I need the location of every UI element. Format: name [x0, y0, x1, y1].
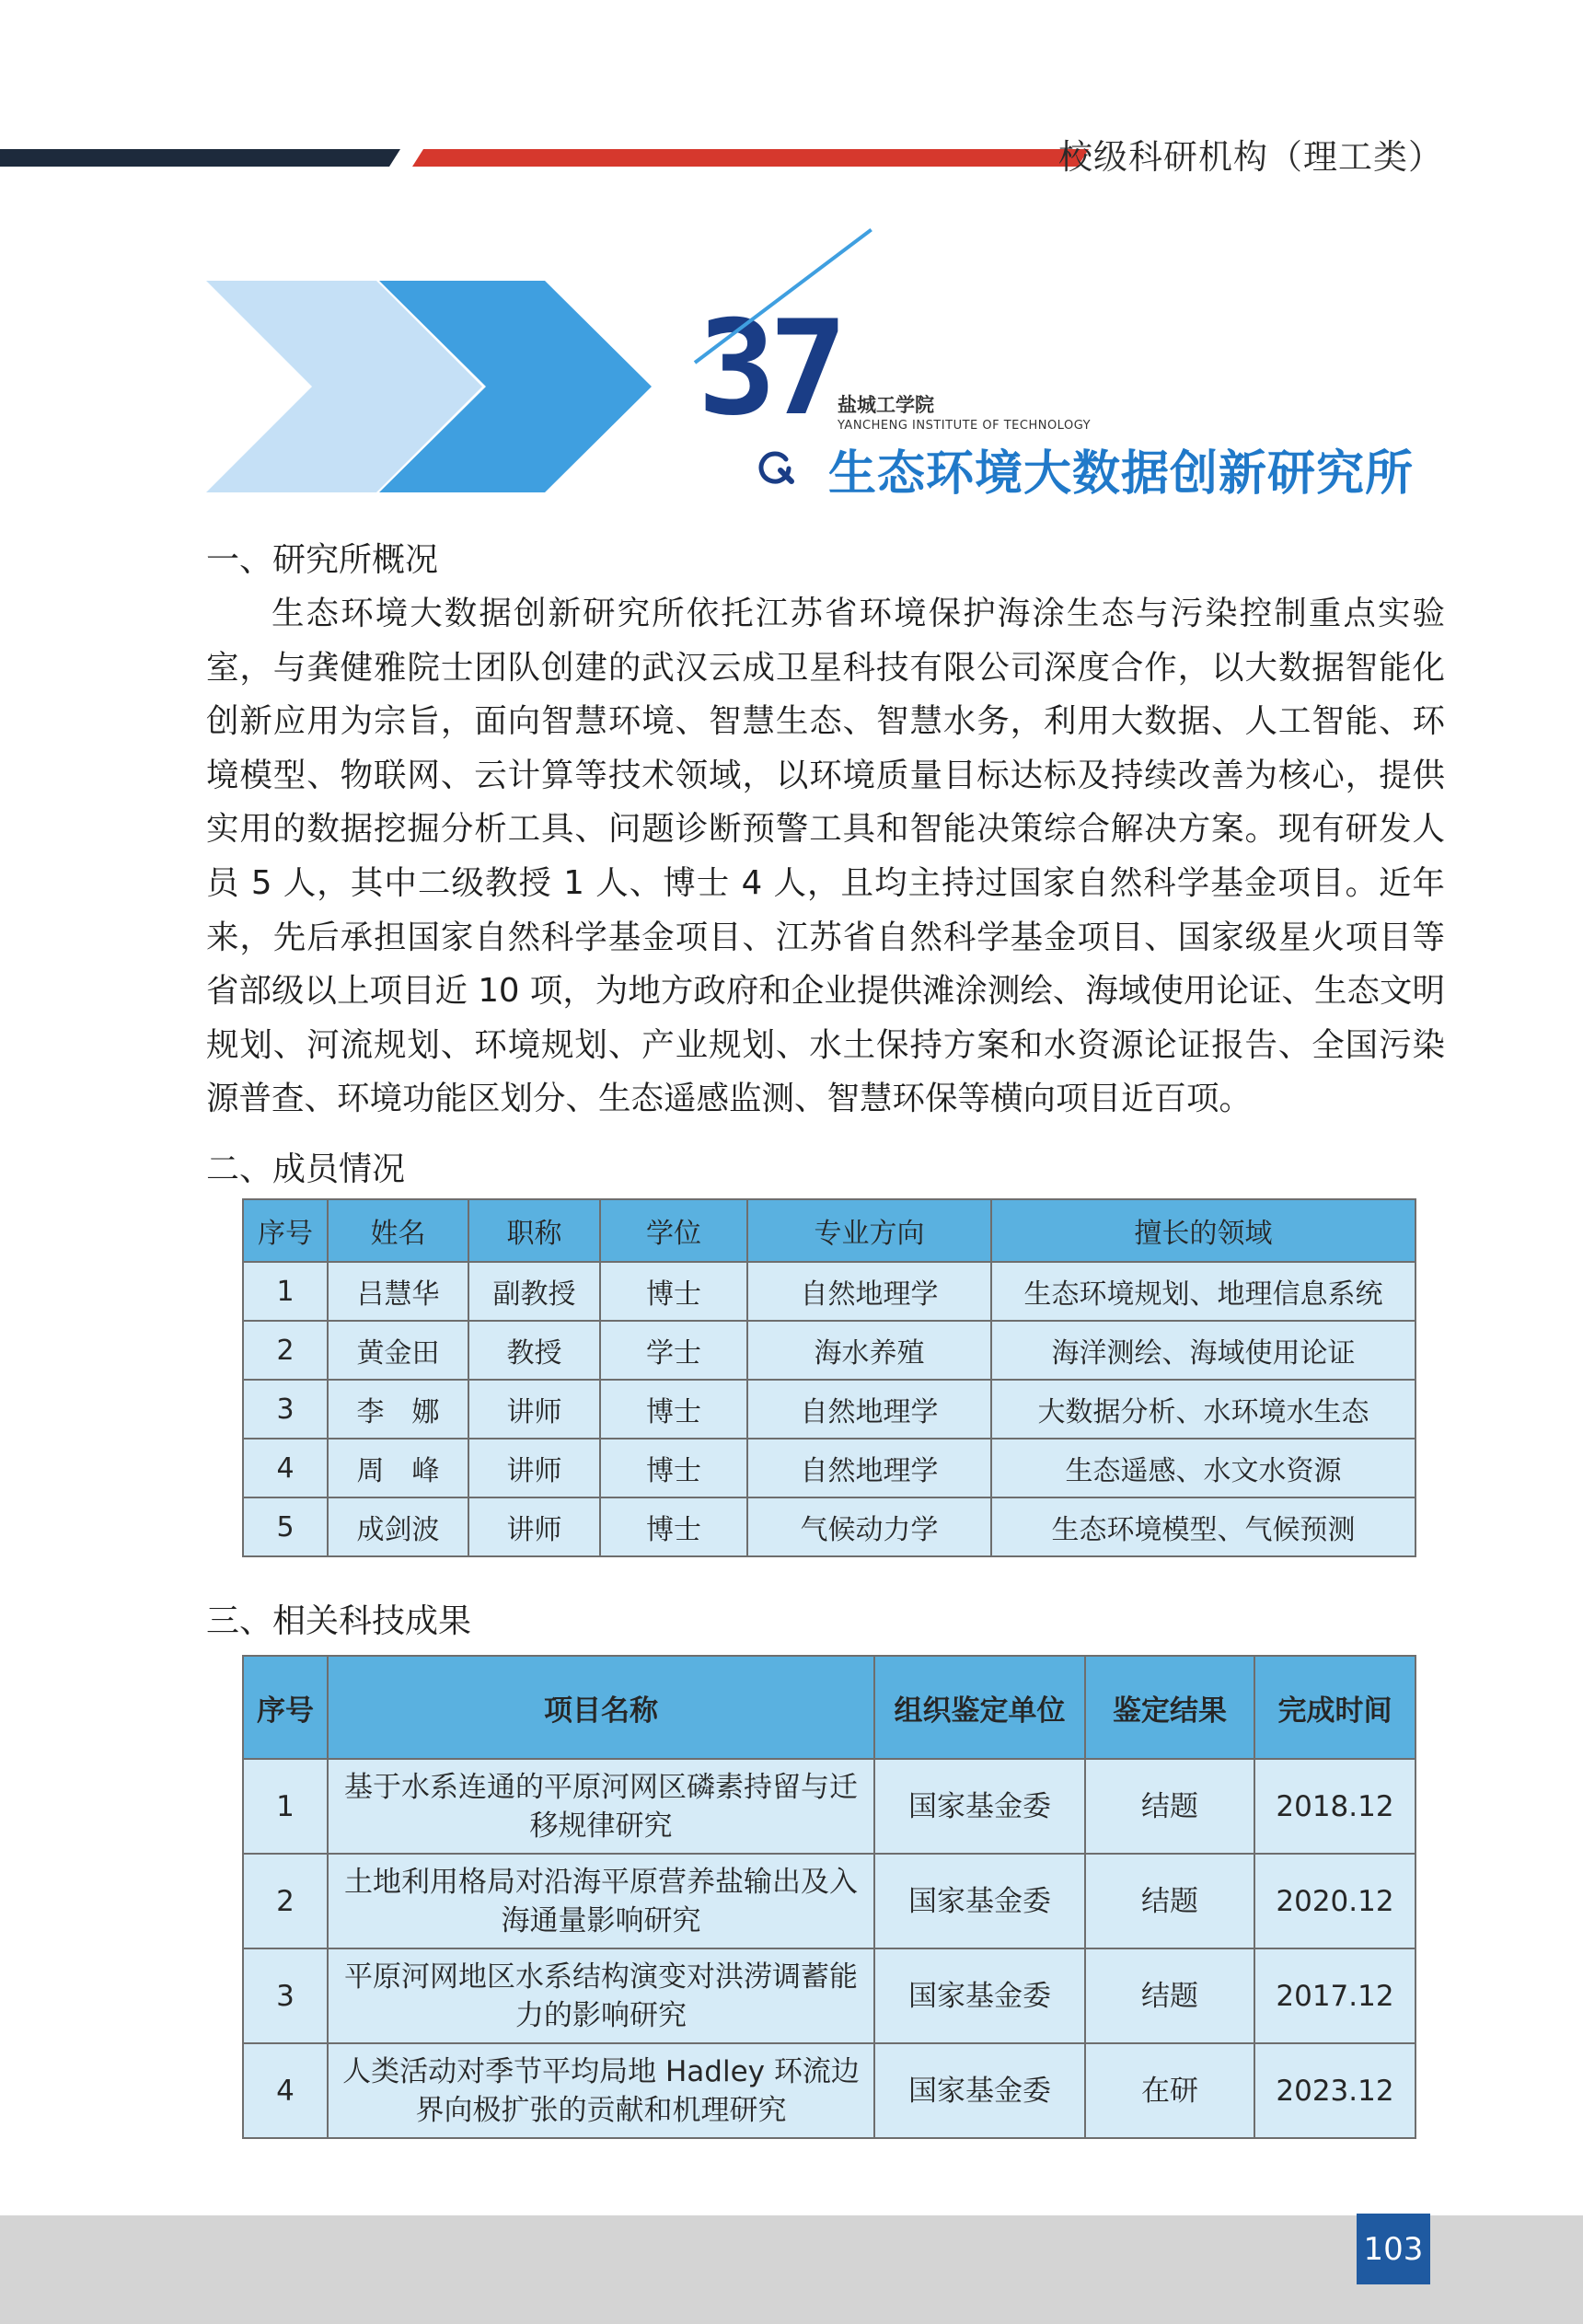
table-cell: 吕慧华: [328, 1262, 468, 1321]
members-header-row: [243, 1199, 1415, 1262]
table-cell: 生态环境规划、地理信息系统: [991, 1262, 1415, 1321]
members-header-cell: 职称: [468, 1199, 600, 1262]
table-cell: 海水养殖: [747, 1321, 991, 1380]
table-row: [243, 1854, 1415, 1948]
table-cell: 1: [243, 1262, 328, 1321]
table-cell: 2023.12: [1254, 2043, 1415, 2138]
refresh-search-icon: [755, 446, 795, 487]
institute-name: 生态环境大数据创新研究所: [828, 446, 1415, 502]
achievements-table: [242, 1655, 1416, 2139]
table-cell: 生态环境模型、气候预测: [991, 1497, 1415, 1556]
table-row: [243, 1948, 1415, 2043]
table-row: [243, 1321, 1415, 1380]
table-cell: 讲师: [468, 1380, 600, 1439]
table-row: [243, 1497, 1415, 1556]
table-cell: 学士: [600, 1321, 747, 1380]
table-cell: 自然地理学: [747, 1439, 991, 1497]
section-title-members: 二、成员情况: [206, 1150, 406, 1188]
table-cell: 教授: [468, 1321, 600, 1380]
table-cell: 基于水系连通的平原河网区磷素持留与迁移规律研究: [328, 1759, 874, 1854]
table-row: [243, 2043, 1415, 2138]
table-cell: 3: [243, 1380, 328, 1439]
table-row: [243, 1439, 1415, 1497]
table-cell: 2017.12: [1254, 1948, 1415, 2043]
table-cell: 人类活动对季节平均局地 Hadley 环流边界向极扩张的贡献和机理研究: [328, 2043, 874, 2138]
table-cell: 自然地理学: [747, 1262, 991, 1321]
table-cell: 博士: [600, 1439, 747, 1497]
table-cell: 在研: [1085, 2043, 1254, 2138]
table-cell: 气候动力学: [747, 1497, 991, 1556]
table-cell: 国家基金委: [874, 1948, 1085, 2043]
table-cell: 博士: [600, 1380, 747, 1439]
table-cell: 讲师: [468, 1439, 600, 1497]
table-cell: 博士: [600, 1262, 747, 1321]
table-cell: 周 峰: [328, 1439, 468, 1497]
table-cell: 结题: [1085, 1948, 1254, 2043]
achievements-header-cell: 序号: [243, 1656, 328, 1759]
table-cell: 结题: [1085, 1759, 1254, 1854]
header-bar-red: [412, 149, 1089, 167]
footer-band: [0, 2215, 1583, 2324]
overview-paragraph: 生态环境大数据创新研究所依托江苏省环境保护海涂生态与污染控制重点实验室，与龚健雅院士团队创建的武汉云成卫星科技有限公司深度合作，以大数据智能化创新应用为宗旨，面向智慧环境、智慧生态、智慧水务，利用大数据、人工智能、环境模型、物联网、云计算等技术领域，以环境质量目标达标及持续改善为核心，提供实用的数据挖掘分析工具、问题诊断预警工具和智能决策综合解决方案。现有研发人员 5 人，其中二级教授 1 人、博士 4 人，且均主持过国家自然科学基金项目。近年来，先后承担国家自然科学基金项目、江苏省自然科学基金项目、国家级星火项目等省部级以上项目近 10 项，为地方政府和企业提供滩涂测绘、海域使用论证、生态文明规划、河流规划、环境规划、产业规划、水土保持方案和水资源论证报告、全国污染源普查、环境功能区划分、生态遥感监测、智慧环保等横向项目近百项。: [206, 595, 1445, 1118]
table-cell: 4: [243, 1439, 328, 1497]
table-cell: 1: [243, 1759, 328, 1854]
table-cell: 2020.12: [1254, 1854, 1415, 1948]
table-row: [243, 1759, 1415, 1854]
table-cell: 黄金田: [328, 1321, 468, 1380]
members-header-cell: 擅长的领域: [991, 1199, 1415, 1262]
school-name-en: YANCHENG INSTITUTE OF TECHNOLOGY: [838, 419, 1092, 433]
table-cell: 博士: [600, 1497, 747, 1556]
table-cell: 3: [243, 1948, 328, 2043]
table-cell: 讲师: [468, 1497, 600, 1556]
table-cell: 生态遥感、水文水资源: [991, 1439, 1415, 1497]
table-row: [243, 1262, 1415, 1321]
table-cell: 国家基金委: [874, 1759, 1085, 1854]
table-cell: 5: [243, 1497, 328, 1556]
members-header-cell: 专业方向: [747, 1199, 991, 1262]
table-cell: 大数据分析、水环境水生态: [991, 1380, 1415, 1439]
members-header-cell: 学位: [600, 1199, 747, 1262]
section-title-achievements: 三、相关科技成果: [206, 1602, 472, 1640]
members-header-cell: 姓名: [328, 1199, 468, 1262]
table-cell: 4: [243, 2043, 328, 2138]
table-cell: 李 娜: [328, 1380, 468, 1439]
header-category: 校级科研机构（理工类）: [1058, 137, 1443, 177]
table-cell: 平原河网地区水系结构演变对洪涝调蓄能力的影响研究: [328, 1948, 874, 2043]
table-cell: 副教授: [468, 1262, 600, 1321]
table-cell: 2018.12: [1254, 1759, 1415, 1854]
table-cell: 自然地理学: [747, 1380, 991, 1439]
table-cell: 2: [243, 1321, 328, 1380]
achievements-header-cell: 完成时间: [1254, 1656, 1415, 1759]
page-number: 103: [1357, 2214, 1430, 2284]
table-cell: 国家基金委: [874, 1854, 1085, 1948]
members-table: [242, 1198, 1416, 1557]
achievements-header-cell: 项目名称: [328, 1656, 874, 1759]
table-cell: 成剑波: [328, 1497, 468, 1556]
header-bar-dark: [0, 149, 400, 167]
achievements-header-cell: 组织鉴定单位: [874, 1656, 1085, 1759]
table-cell: 海洋测绘、海域使用论证: [991, 1321, 1415, 1380]
members-header-cell: 序号: [243, 1199, 328, 1262]
table-row: [243, 1380, 1415, 1439]
table-cell: 结题: [1085, 1854, 1254, 1948]
section-title-overview: 一、研究所概况: [206, 541, 439, 579]
school-name-cn: 盐城工学院: [838, 394, 934, 416]
achievements-header-cell: 鉴定结果: [1085, 1656, 1254, 1759]
table-cell: 2: [243, 1854, 328, 1948]
achievements-header-row: [243, 1656, 1415, 1759]
table-cell: 土地利用格局对沿海平原营养盐输出及入海通量影响研究: [328, 1854, 874, 1948]
institute-number: 37: [698, 293, 840, 445]
table-cell: 国家基金委: [874, 2043, 1085, 2138]
